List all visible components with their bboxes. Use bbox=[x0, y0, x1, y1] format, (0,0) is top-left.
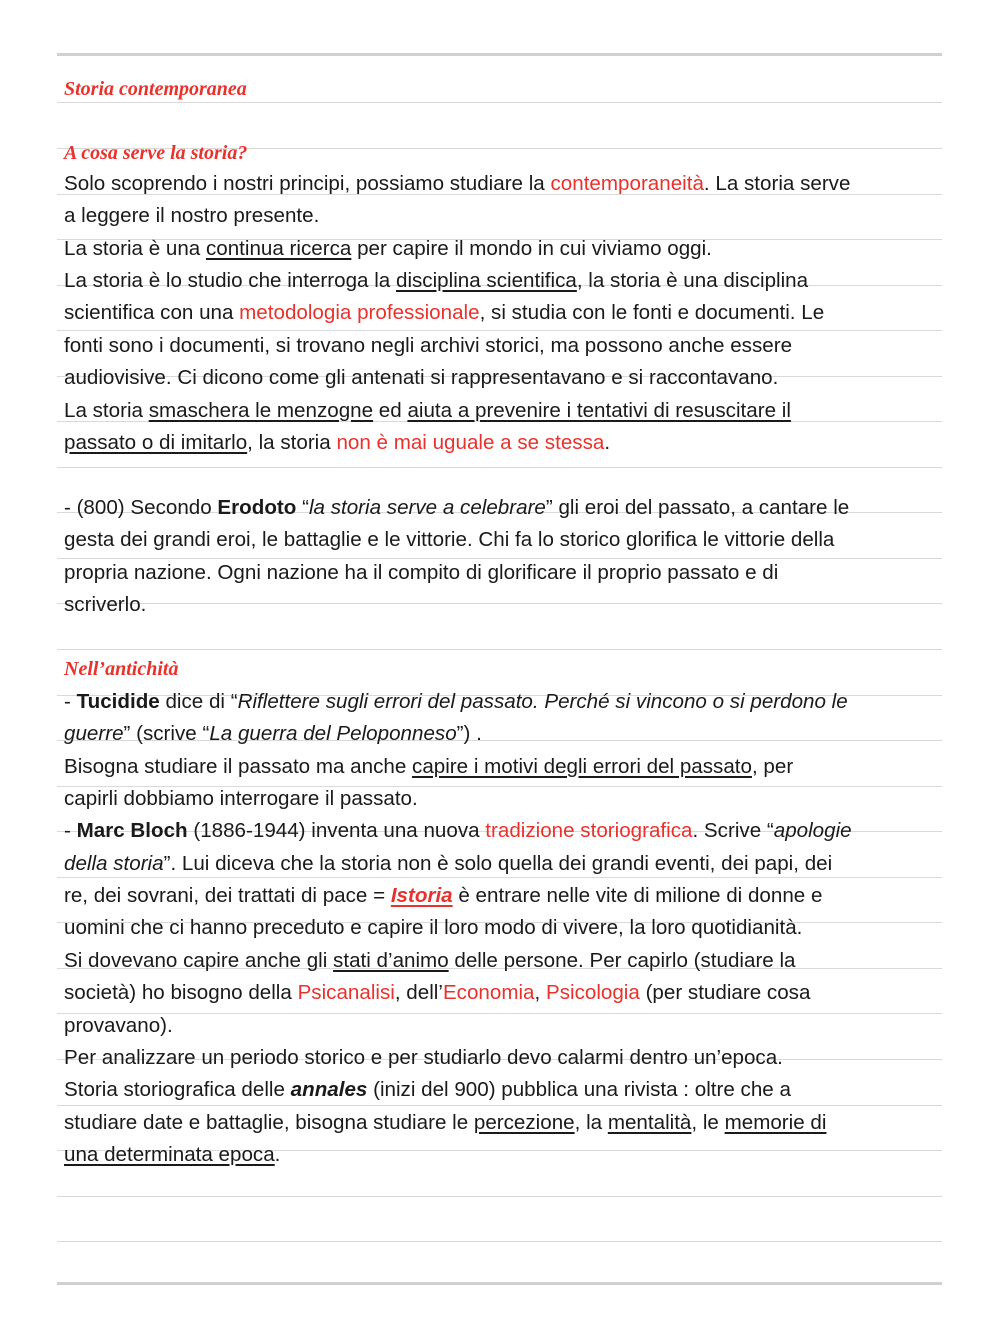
bold-name: Erodoto bbox=[217, 496, 297, 519]
text-line: Per analizzare un periodo storico e per studiarlo devo calarmi dentro un’epoca. bbox=[64, 1046, 783, 1069]
text-line: società) ho bisogno della Psicanalisi, dell’Economia, Psicologia (per studiare cosa bbox=[64, 981, 811, 1004]
text-line: La storia smaschera le menzogne ed aiuta a prevenire i tentativi di resuscitare il bbox=[64, 399, 791, 422]
text-line: Storia storiografica delle annales (inizi del 900) pubblica una rivista : oltre che a bbox=[64, 1078, 791, 1101]
text-line: - (800) Secondo Erodoto “la storia serve a celebrare” gli eroi del passato, a cantare le bbox=[64, 496, 850, 519]
highlight-term: Economia bbox=[442, 981, 535, 1004]
text-line: fonti sono i documenti, si trovano negli archivi storici, ma possono anche essere bbox=[64, 334, 793, 357]
underlined-term: disciplina scientifica bbox=[395, 269, 577, 292]
underlined-term: percezione bbox=[473, 1111, 575, 1134]
book-title: La guerra del Peloponneso bbox=[209, 722, 457, 745]
underlined-term: mentalità bbox=[607, 1111, 692, 1134]
bold-name: Marc Bloch bbox=[76, 819, 188, 842]
quote: la storia serve a celebrare bbox=[308, 496, 546, 519]
text-line: - Tucidide dice di “Riflettere sugli errori del passato. Perché si vincono o si perdono le bbox=[64, 690, 848, 713]
ruled-line bbox=[57, 467, 942, 468]
highlight-term: Psicologia bbox=[545, 981, 640, 1004]
text-line: - Marc Bloch (1886-1944) inventa una nuova tradizione storiografica. Scrive “apologie bbox=[64, 819, 852, 842]
text-line: gesta dei grandi eroi, le battaglie e le vittorie. Chi fa lo storico glorifica le vittorie della bbox=[64, 528, 835, 551]
ruled-line bbox=[57, 1241, 942, 1242]
text-line: provavano). bbox=[64, 1014, 173, 1037]
text-line: della storia”. Lui diceva che la storia non è solo quella dei grandi eventi, dei papi, dei bbox=[64, 852, 833, 875]
text-line: La storia è una continua ricerca per capire il mondo in cui viviamo oggi. bbox=[64, 237, 712, 260]
ruled-line bbox=[57, 603, 942, 604]
highlight-term: metodologia professionale bbox=[239, 301, 480, 324]
text-line: a leggere il nostro presente. bbox=[64, 204, 320, 227]
text-line: Bisogna studiare il passato ma anche capire i motivi degli errori del passato, per bbox=[64, 755, 794, 778]
book-title: della storia bbox=[64, 852, 164, 875]
bold-name: Tucidide bbox=[76, 690, 160, 713]
text-line: audiovisive. Ci dicono come gli antenati si rappresentavano e si raccontavano. bbox=[64, 366, 779, 389]
bold-term: annales bbox=[290, 1078, 368, 1101]
text-line: Si dovevano capire anche gli stati d’animo delle persone. Per capirlo (studiare la bbox=[64, 949, 796, 972]
quote: Riflettere sugli errori del passato. Perché si vincono o si perdono le bbox=[237, 690, 848, 713]
underlined-term: una determinata epoca bbox=[64, 1143, 275, 1166]
text-line: una determinata epoca. bbox=[64, 1143, 281, 1166]
highlight-term: contemporaneità bbox=[550, 172, 704, 195]
text-line: La storia è lo studio che interroga la disciplina scientifica, la storia è una disciplina bbox=[64, 269, 809, 292]
underlined-term: passato o di imitarlo bbox=[64, 431, 248, 454]
top-border bbox=[57, 53, 942, 56]
section-heading: Nell’antichità bbox=[64, 658, 179, 680]
highlight-term: Psicanalisi bbox=[297, 981, 395, 1004]
ruled-line bbox=[57, 649, 942, 650]
underlined-term: continua ricerca bbox=[205, 237, 352, 260]
text-line: passato o di imitarlo, la storia non è mai uguale a se stessa. bbox=[64, 431, 611, 454]
text-line: Solo scoprendo i nostri principi, possiamo studiare la contemporaneità. La storia serve bbox=[64, 172, 851, 195]
text-line: capirli dobbiamo interrogare il passato. bbox=[64, 787, 418, 810]
ruled-line bbox=[57, 1196, 942, 1197]
underlined-term: smaschera le menzogne bbox=[148, 399, 374, 422]
underlined-term: stati d’animo bbox=[333, 949, 449, 972]
text-line: studiare date e battaglie, bisogna studiare le percezione, la mentalità, le memorie di bbox=[64, 1111, 827, 1134]
text-line: re, dei sovrani, dei trattati di pace = Istoria è entrare nelle vite di milione di donne e bbox=[64, 884, 823, 907]
underlined-term: aiuta a prevenire i tentativi di resuscitare il bbox=[407, 399, 791, 422]
underlined-term: memorie di bbox=[724, 1111, 827, 1134]
text-line: scientifica con una metodologia professionale, si studia con le fonti e documenti. Le bbox=[64, 301, 825, 324]
section-heading: A cosa serve la storia? bbox=[64, 142, 248, 164]
text-line: propria nazione. Ogni nazione ha il compito di glorificare il proprio passato e di bbox=[64, 561, 779, 584]
bottom-border bbox=[57, 1282, 942, 1285]
text-line: uomini che ci hanno preceduto e capire il loro modo di vivere, la loro quotidianità. bbox=[64, 916, 803, 939]
underlined-term: capire i motivi degli errori del passato bbox=[412, 755, 752, 778]
text-line: guerre” (scrive “La guerra del Peloponneso”) . bbox=[64, 722, 482, 745]
page-title: Storia contemporanea bbox=[64, 78, 247, 100]
highlight-term: non è mai uguale a se stessa bbox=[336, 431, 605, 454]
highlight-term: tradizione storiografica bbox=[485, 819, 693, 842]
text-line: scriverlo. bbox=[64, 593, 147, 616]
highlight-term: Istoria bbox=[390, 884, 453, 907]
ruled-line bbox=[57, 1013, 942, 1014]
